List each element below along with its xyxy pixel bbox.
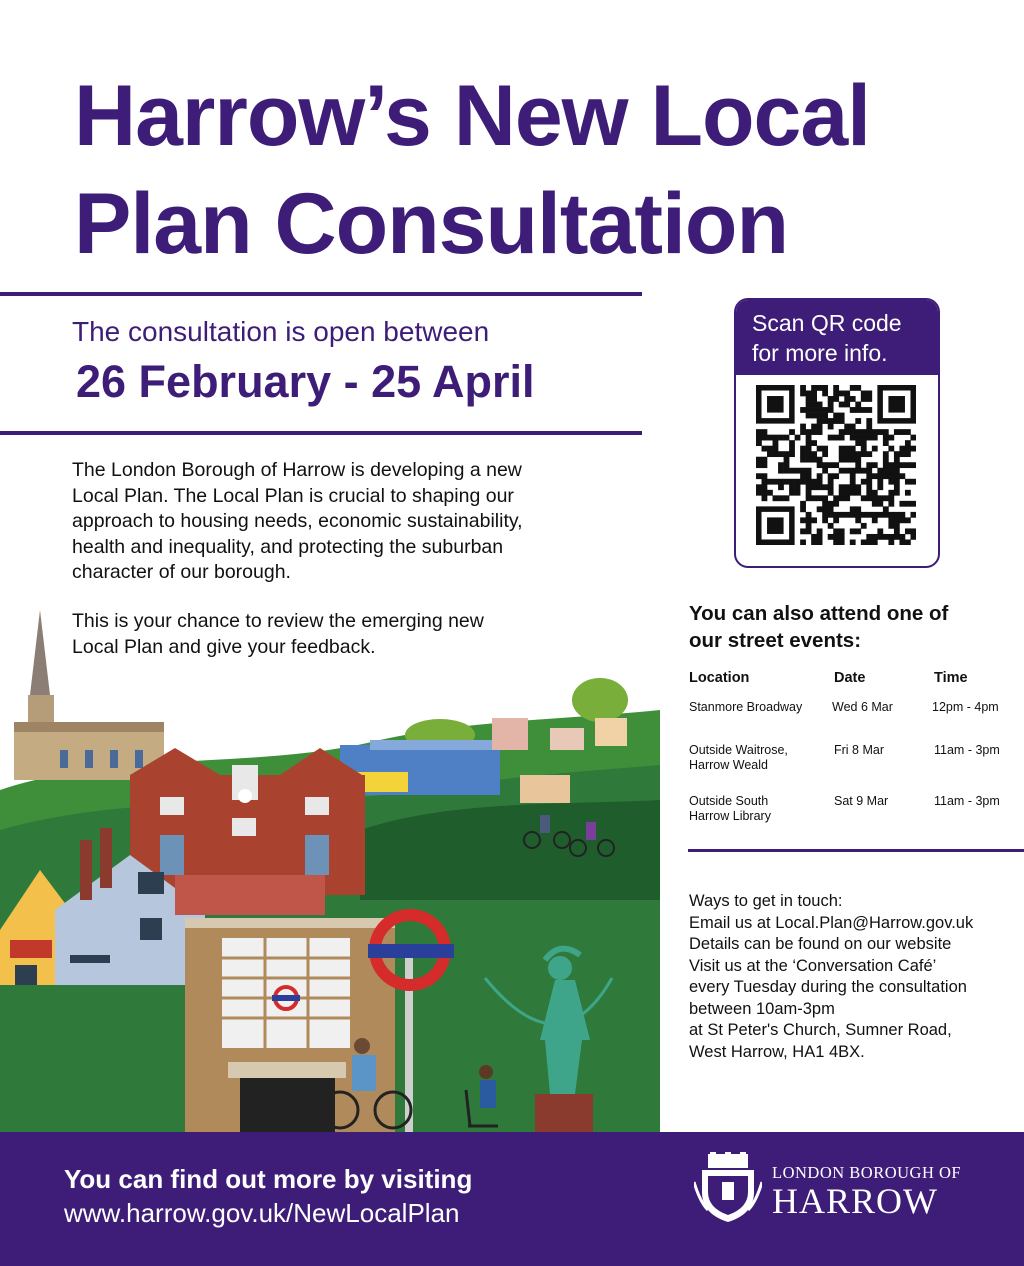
event-date: Wed 6 Mar <box>832 700 893 714</box>
harrow-crest-icon <box>694 1152 762 1224</box>
logo-borough-label: LONDON BOROUGH OF <box>772 1163 962 1182</box>
qr-code-card[interactable] <box>734 298 940 568</box>
intro-paragraph-1 <box>72 458 592 586</box>
title-line-2: Plan Consultation <box>74 176 788 272</box>
street-events-heading <box>689 600 1009 654</box>
qr-caption-line-1: Scan QR code <box>752 310 902 336</box>
contact-line: West Harrow, HA1 4BX. <box>689 1043 865 1061</box>
event-time: 11am - 3pm <box>934 743 1000 757</box>
event-location <box>689 743 788 773</box>
events-column-date: Date <box>834 670 866 686</box>
event-date: Sat 9 Mar <box>834 794 889 808</box>
footer-cta: You can find out more by visiting <box>64 1164 473 1194</box>
contact-line: every Tuesday during the consultation <box>689 978 967 996</box>
title-line-1: Harrow’s New Local <box>74 68 871 164</box>
consultation-dates: 26 February - 25 April <box>76 356 535 407</box>
events-divider <box>688 849 1024 852</box>
qr-code-icon[interactable] <box>756 385 916 545</box>
event-location <box>689 700 802 715</box>
event-time: 12pm - 4pm <box>932 700 999 714</box>
bottom-divider <box>0 431 642 435</box>
events-heading-line-2: our street events: <box>689 629 862 652</box>
event-location-line: Harrow Weald <box>689 758 768 772</box>
event-date: Fri 8 Mar <box>834 743 884 757</box>
contact-heading: Ways to get in touch: <box>689 892 843 910</box>
intro-line: This is your chance to review the emerging new <box>72 610 484 632</box>
event-location <box>689 794 771 824</box>
harrow-townscape-illustration <box>0 600 660 1132</box>
contact-line: between 10am-3pm <box>689 1000 835 1018</box>
page-title <box>74 62 974 278</box>
logo-harrow-wordmark: HARROW <box>772 1181 938 1221</box>
intro-line: Local Plan and give your feedback. <box>72 635 376 658</box>
contact-line: Details can be found on our website <box>689 935 952 953</box>
contact-line: Visit us at the ‘Conversation Café’ <box>689 957 937 975</box>
events-heading-line-1: You can also attend one of <box>689 602 949 625</box>
footer-website-link[interactable]: www.harrow.gov.uk/NewLocalPlan <box>64 1198 460 1228</box>
top-divider <box>0 292 642 296</box>
event-time: 11am - 3pm <box>934 794 1000 808</box>
consultation-open-label: The consultation is open between <box>72 316 490 347</box>
contact-line: at St Peter's Church, Sumner Road, <box>689 1021 952 1039</box>
intro-line: Local Plan. The Local Plan is crucial to shaping our <box>72 484 514 507</box>
event-location-line: Harrow Library <box>689 809 771 823</box>
intro-line: health and inequality, and protecting the suburban <box>72 535 504 558</box>
events-column-location: Location <box>689 670 750 686</box>
event-location-line: Stanmore Broadway <box>689 700 803 714</box>
events-column-time: Time <box>934 670 968 686</box>
intro-line: approach to housing needs, economic sustainability, <box>72 510 523 532</box>
event-location-line: Outside Waitrose, <box>689 743 788 757</box>
qr-caption-line-2: for more info. <box>752 340 888 366</box>
contact-email[interactable]: Email us at Local.Plan@Harrow.gov.uk <box>689 914 974 932</box>
qr-code-caption <box>736 300 938 375</box>
intro-line: The London Borough of Harrow is developing a new <box>72 459 522 481</box>
event-location-line: Outside South <box>689 794 769 808</box>
intro-line: character of our borough. <box>72 561 291 583</box>
